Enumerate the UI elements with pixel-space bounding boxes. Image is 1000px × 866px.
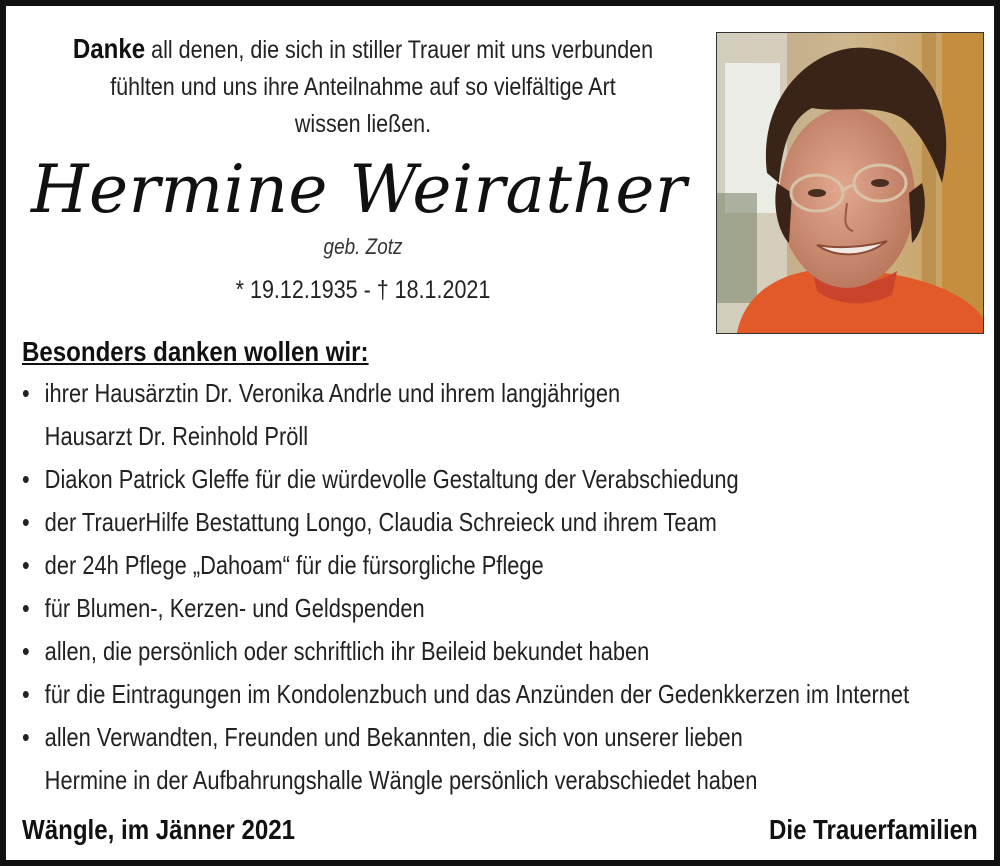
bullet-icon: • — [22, 550, 30, 580]
intro-text — [66, 30, 659, 143]
bullet-icon: • — [22, 636, 30, 666]
intro-line-3: wissen ließen. — [294, 110, 432, 138]
thanks-item-line: Diakon Patrick Gleffe für die würdevolle Gestaltung der Verabschiedung — [44, 464, 739, 494]
thanks-item-line: der 24h Pflege „Dahoam“ für die fürsorgliche Pflege — [44, 550, 544, 580]
thanks-item — [22, 673, 959, 716]
thanks-item — [22, 458, 959, 501]
bullet-icon: • — [22, 464, 30, 494]
bullet-icon: • — [22, 378, 30, 408]
bullet-icon: • — [22, 507, 30, 537]
thanks-item — [22, 372, 959, 458]
thanks-item — [22, 501, 959, 544]
thanks-item — [22, 587, 959, 630]
thanks-list — [22, 372, 959, 802]
thanks-heading: Besonders danken wollen wir: — [22, 336, 369, 367]
thanks-item — [22, 716, 959, 802]
thanks-item — [22, 630, 959, 673]
thanks-item-line: allen, die persönlich oder schriftlich ihr Beileid bekundet haben — [44, 636, 650, 666]
thanks-item-line: ihrer Hausärztin Dr. Veronika Andrle und ihrem langjährigen — [44, 378, 621, 408]
thanks-item-line: der TrauerHilfe Bestattung Longo, Claudia Schreieck und ihrem Team — [44, 507, 717, 537]
maiden-name: geb. Zotz — [323, 234, 403, 259]
life-dates: * 19.12.1935 - † 18.1.2021 — [235, 276, 491, 304]
intro-lead: Danke — [72, 33, 146, 64]
bullet-icon: • — [22, 679, 30, 709]
intro-line-1 — [66, 30, 659, 69]
thanks-item-line: für Blumen-, Kerzen- und Geldspenden — [44, 593, 425, 623]
thanks-item-line: allen Verwandten, Freunden und Bekannten, die sich von unserer lieben — [44, 722, 743, 752]
bullet-icon: • — [22, 593, 30, 623]
intro-line-2: fühlten und uns ihre Anteilnahme auf so vielfältige Art — [110, 73, 616, 101]
portrait-photo — [716, 32, 984, 334]
intro-line-1-rest: all denen, die sich in stiller Trauer mit uns verbunden — [145, 36, 654, 64]
deceased-name: Hermine Weirather — [30, 151, 688, 228]
family-signature: Die Trauerfamilien — [769, 814, 978, 845]
thanks-item-line: Hausarzt Dr. Reinhold Pröll — [44, 421, 309, 451]
thanks-item-line: Hermine in der Aufbahrungshalle Wängle persönlich verabschiedet haben — [44, 765, 758, 795]
thanks-item — [22, 544, 959, 587]
place-date: Wängle, im Jänner 2021 — [22, 814, 296, 845]
thanks-item-line: für die Eintragungen im Kondolenzbuch und das Anzünden der Gedenkkerzen im Internet — [44, 679, 910, 709]
bullet-icon: • — [22, 722, 30, 752]
